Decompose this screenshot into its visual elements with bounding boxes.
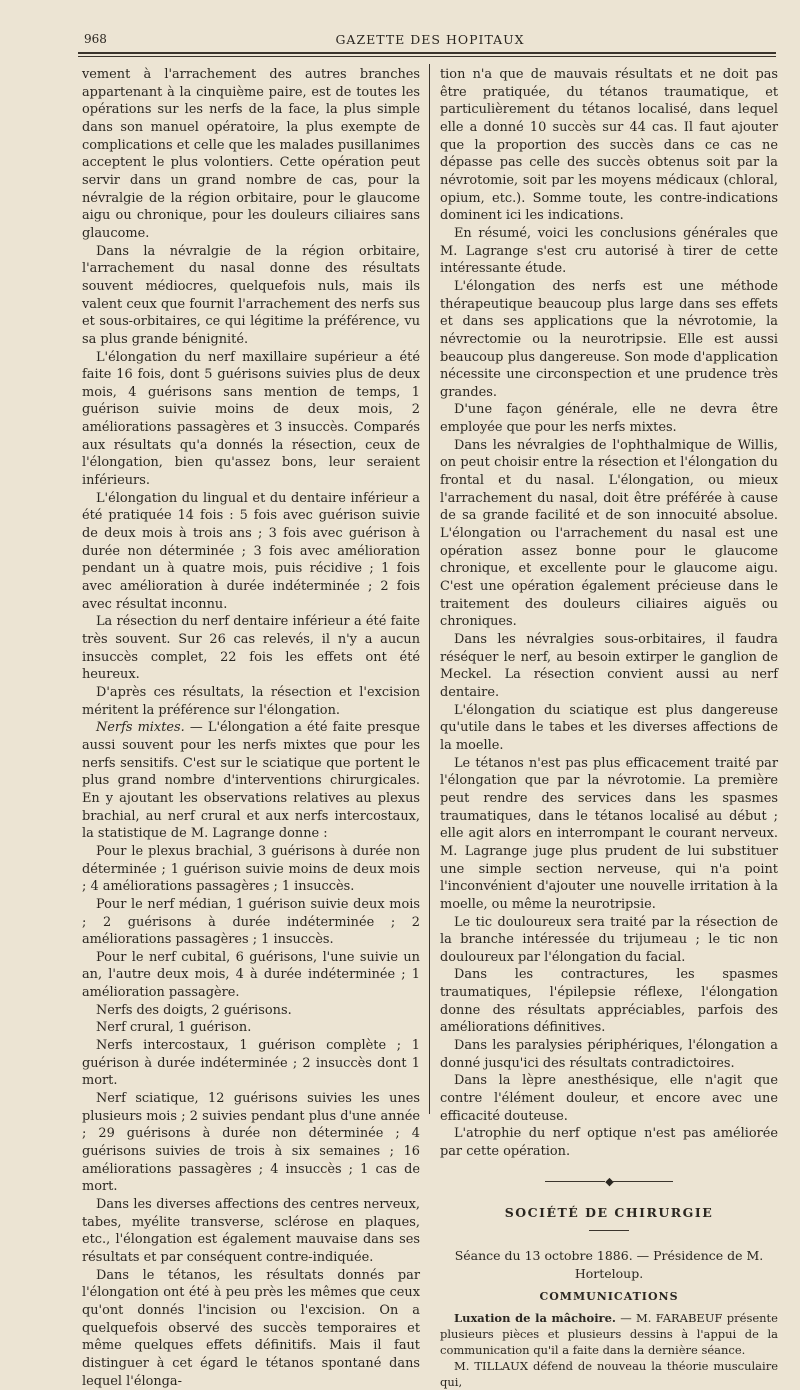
paragraph: L'élongation du sciatique est plus dangereuse qu'utile dans le tabes et les diverses affections de la moelle. (440, 702, 778, 753)
section-heading: SOCIÉTÉ DE CHIRURGIE (504, 1205, 714, 1221)
running-title: GAZETTE DES HOPITAUX (335, 32, 525, 47)
author-name: — M. FARABEUF (615, 1310, 723, 1325)
heading-rule (589, 1230, 629, 1231)
session-line: Séance du 13 octobre 1886. — Présidence de M. Horteloup. (454, 1248, 764, 1281)
paragraph: La résection du nerf dentaire inférieur a été faite très souvent. Sur 26 cas relevés, il n'y a aucun insuccès complet, 22 fois les effets ont été heureux. (82, 614, 420, 683)
paragraph: L'élongation du nerf maxillaire supérieur a été faite 16 fois, dont 5 guérisons suivies plus de deux mois, 4 guérisons sans mention de temps, 1 guérison suivie moins de deux mois, 2 améliorations passagères et 3 insuccès. Comparés aux résultats qu'a donnés la résection, ceux de l'élongation, bien qu'assez bons, leur seraient inférieurs. (82, 349, 420, 489)
paragraph: Dans la névralgie de la région orbitaire, l'arrachement du nasal donne des résultats souvent médiocres, quelquefois nuls, mais ils valent ceux que fournit l'arrachement des nerfs sus et sous-orbitaires, ce qui légitime la préférence, vu sa plus grande bénignité. (82, 243, 420, 347)
paragraph: Pour le nerf médian, 1 guérison suivie deux mois ; 2 guérisons à durée indéterminée ; 2 améliorations passagères ; 1 insuccès. (82, 896, 420, 948)
paragraph: tion n'a que de mauvais résultats et ne doit pas être pratiquée, du tétanos traumatique, et particulièrement du tétanos localisé, dans lequel elle a donné 10 succès sur 44 cas. Il faut ajouter que la proportion des succès dans ce cas ne dépasse pas celle des succès obtenus soit par la névrotomie, soit par les moyens médicaux (chloral, opium, etc.). Somme toute, les contre-indications dominent ici les indications. (440, 67, 778, 224)
paragraph: Dans les contractures, les spasmes traumatiques, l'épilepsie réflexe, l'élongation donne des résultats appréciables, parfois des améliorations définitives. (440, 967, 778, 1036)
paragraph: Dans la lèpre anesthésique, elle n'agit que contre l'élément douleur, et encore avec une efficacité douteuse. (440, 1073, 778, 1124)
paragraph: Nerfs intercostaux, 1 guérison complète ; 1 guérison à durée indéterminée ; 2 insuccès dont 1 mort. (82, 1038, 420, 1089)
paragraph: Le tétanos n'est pas plus efficacement traité par l'élongation que par la névrotomie. La première peut rendre des services dans les spasmes traumatiques, dans le tétanos localisé au début ; elle agit alors en interrompant le courant nerveux. M. Lagrange juge plus prudent de lui substituer une simple section nerveuse, qui n'a point l'inconvénient d'ajouter une nouvelle irritation à la moelle, ou même la neurotripsie. (440, 755, 778, 912)
paragraph: L'atrophie du nerf optique n'est pas améliorée par cette opération. (440, 1126, 778, 1160)
paragraph-text: défend de nouveau la théorie musculaire qui, (440, 1358, 778, 1389)
paragraph: D'après ces résultats, la résection et l'excision méritent la préférence sur l'élongation. (82, 684, 420, 718)
page-number: 968 (84, 32, 107, 46)
left-column (82, 66, 420, 1390)
section-label: Nerfs mixtes. (96, 720, 185, 736)
right-column (440, 66, 778, 1390)
paragraph: L'élongation du lingual et du dentaire inférieur a été pratiquée 14 fois : 5 fois avec guérison suivie de deux mois à trois ans ; 3 fois avec guérison à durée non déterminée ; 3 fois avec amélioration pendant un à quatre mois, puis récidive ; 1 fois avec amélioration à durée indéterminée ; 2 fois avec résultat inconnu. (82, 490, 420, 612)
author-name: M. TILLAUX (454, 1358, 529, 1373)
header-rule-thin (78, 56, 776, 57)
paragraph-text: — L'élongation a été faite presque aussi souvent pour les nerfs mixtes que pour les nerfs sensitifs. C'est sur le sciatique que portent le plus grand nombre d'interventions chirurgicales. En y ajoutant les observations relatives au plexus brachial, au nerf crural et aux nerfs intercostaux, la statistique de M. Lagrange donne : (82, 720, 420, 842)
section-ornament: ◆ (440, 1173, 778, 1191)
paragraph: Pour le nerf cubital, 6 guérisons, l'une suivie un an, l'autre deux mois, 4 à durée indéterminée ; 1 amélioration passagère. (82, 949, 420, 1001)
article-title: Luxation de la mâchoire. (454, 1310, 616, 1325)
paragraph: D'une façon générale, elle ne devra être employée que pour les nerfs mixtes. (440, 402, 778, 436)
paragraph (440, 1358, 778, 1390)
header-rule (78, 52, 776, 54)
paragraph (440, 1310, 778, 1358)
paragraph (82, 719, 420, 843)
paragraph: Nerf sciatique, 12 guérisons suivies les unes plusieurs mois ; 2 suivies pendant plus d'une année ; 29 guérisons à durée non déterminée ; 4 guérisons suivies de trois à six semaines ; 16 améliorations passagères ; 4 insuccès ; 1 cas de mort. (82, 1091, 420, 1195)
paragraph: Nerf crural, 1 guérison. (96, 1020, 252, 1036)
paragraph: Nerfs des doigts, 2 guérisons. (96, 1002, 292, 1018)
paragraph: Dans les diverses affections des centres nerveux, tabes, myélite transverse, sclérose en plaques, etc., l'élongation est également mauvaise dans ses résultats et par conséquent contre-indiquée. (82, 1197, 420, 1265)
paragraph: Le tic douloureux sera traité par la résection de la branche intéressée du trijumeau ; le tic non douloureux par l'élongation du facial. (440, 914, 778, 965)
page-header (84, 30, 776, 50)
paragraph: Dans les paralysies périphériques, l'élongation a donné jusqu'ici des résultats contradictoires. (440, 1038, 778, 1071)
paragraph: Dans les névralgies de l'ophthalmique de Willis, on peut choisir entre la résection et l'élongation du frontal et du nasal. L'élongation, ou mieux l'arrachement du nasal, doit être préférée à cause de sa grande facilité et de son innocuité absolue. L'élongation ou l'arrachement du nasal est une opération assez bonne pour le glaucome chronique, et excellente pour le glaucome aigu. C'est une opération également précieuse dans le traitement des douleurs ciliaires aiguës ou chroniques. (440, 437, 778, 630)
subsection-heading: COMMUNICATIONS (539, 1290, 679, 1304)
paragraph: Pour le plexus brachial, 3 guérisons à durée non déterminée ; 1 guérison suivie moins de deux mois ; 4 améliorations passagères ; 1 insuccès. (82, 843, 420, 895)
paragraph: vement à l'arrachement des autres branches appartenant à la cinquième paire, est de toutes les opérations sur les nerfs de la face, la plus simple dans son manuel opératoire, la plus exempte de complications et celle que les malades pusillanimes acceptent le plus volontiers. Cette opération peut servir dans un grand nombre de cas, pour la névralgie de la région orbitaire, pour le glaucome aigu ou chronique, pour les douleurs ciliaires sans glaucome. (82, 67, 420, 241)
paragraph: L'élongation des nerfs est une méthode thérapeutique beaucoup plus large dans ses effets et dans ses applications que la névrotomie, la névrectomie ou la neurotripsie. Elle est aussi beaucoup plus dangereuse. Son mode d'application nécessite une circonspection et une prudence très grandes. (440, 278, 778, 400)
paragraph: En résumé, voici les conclusions générales que M. Lagrange s'est cru autorisé à tirer de cette intéressante étude. (440, 225, 778, 277)
paragraph: Dans les névralgies sous-orbitaires, il faudra réséquer le nerf, au besoin extirper le ganglion de Meckel. La résection convient aussi au nerf dentaire. (440, 632, 778, 700)
paragraph: Dans le tétanos, les résultats donnés par l'élongation ont été à peu près les mêmes que ceux qu'ont donnés l'incision ou l'excision. On a quelquefois observé des succès temporaires et même quelques effets définitifs. Mais il faut distinguer à cet égard le tétanos spontané dans lequel l'élonga- (82, 1267, 420, 1389)
column-divider (429, 64, 430, 1114)
paragraph-text: présente plusieurs pièces et plusieurs dessins à l'appui de la communication qu'il a faite dans la dernière séance. (440, 1310, 778, 1357)
